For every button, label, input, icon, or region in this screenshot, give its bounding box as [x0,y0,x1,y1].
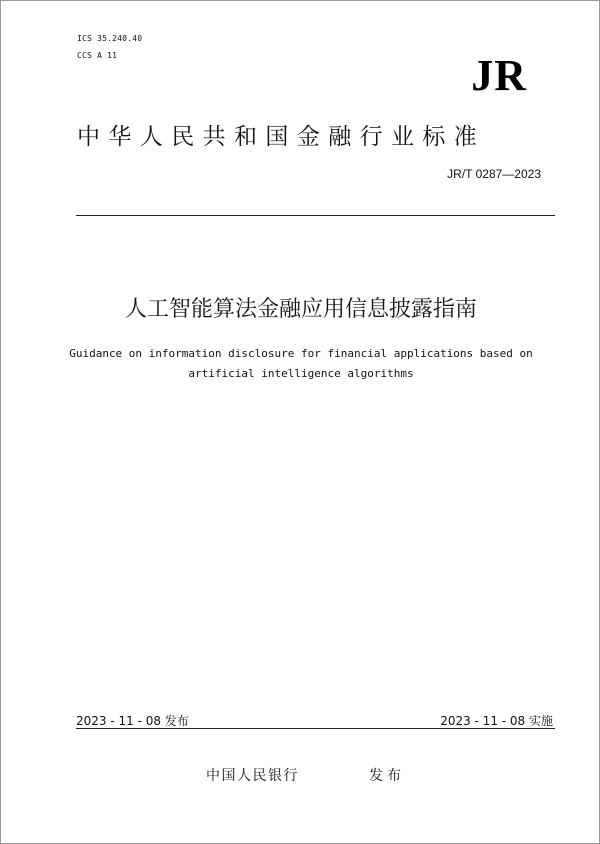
top-divider [76,215,555,216]
title-english [1,344,600,384]
ics-code: ICS 35.240.40 [77,34,143,43]
issuer-name: 中国人民银行 [206,768,299,784]
bottom-divider [76,728,555,729]
title-chinese: 人工智能算法金融应用信息披露指南 [124,297,477,322]
title-english-line1: Guidance on information disclosure for financial applications based on [69,347,533,360]
title-english-line2: artificial intelligence algorithms [188,367,414,380]
implement-date: 2023 - 11 - 08 实施 [440,714,553,728]
issuer-action: 发布 [369,768,405,784]
ccs-code: CCS A 11 [77,51,118,60]
standard-number: JR/T 0287—2023 [447,167,541,181]
jr-logo: JR [471,51,527,100]
publish-date: 2023 - 11 - 08 发布 [76,714,189,728]
standard-category: 中华人民共和国金融行业标准 [77,124,486,150]
